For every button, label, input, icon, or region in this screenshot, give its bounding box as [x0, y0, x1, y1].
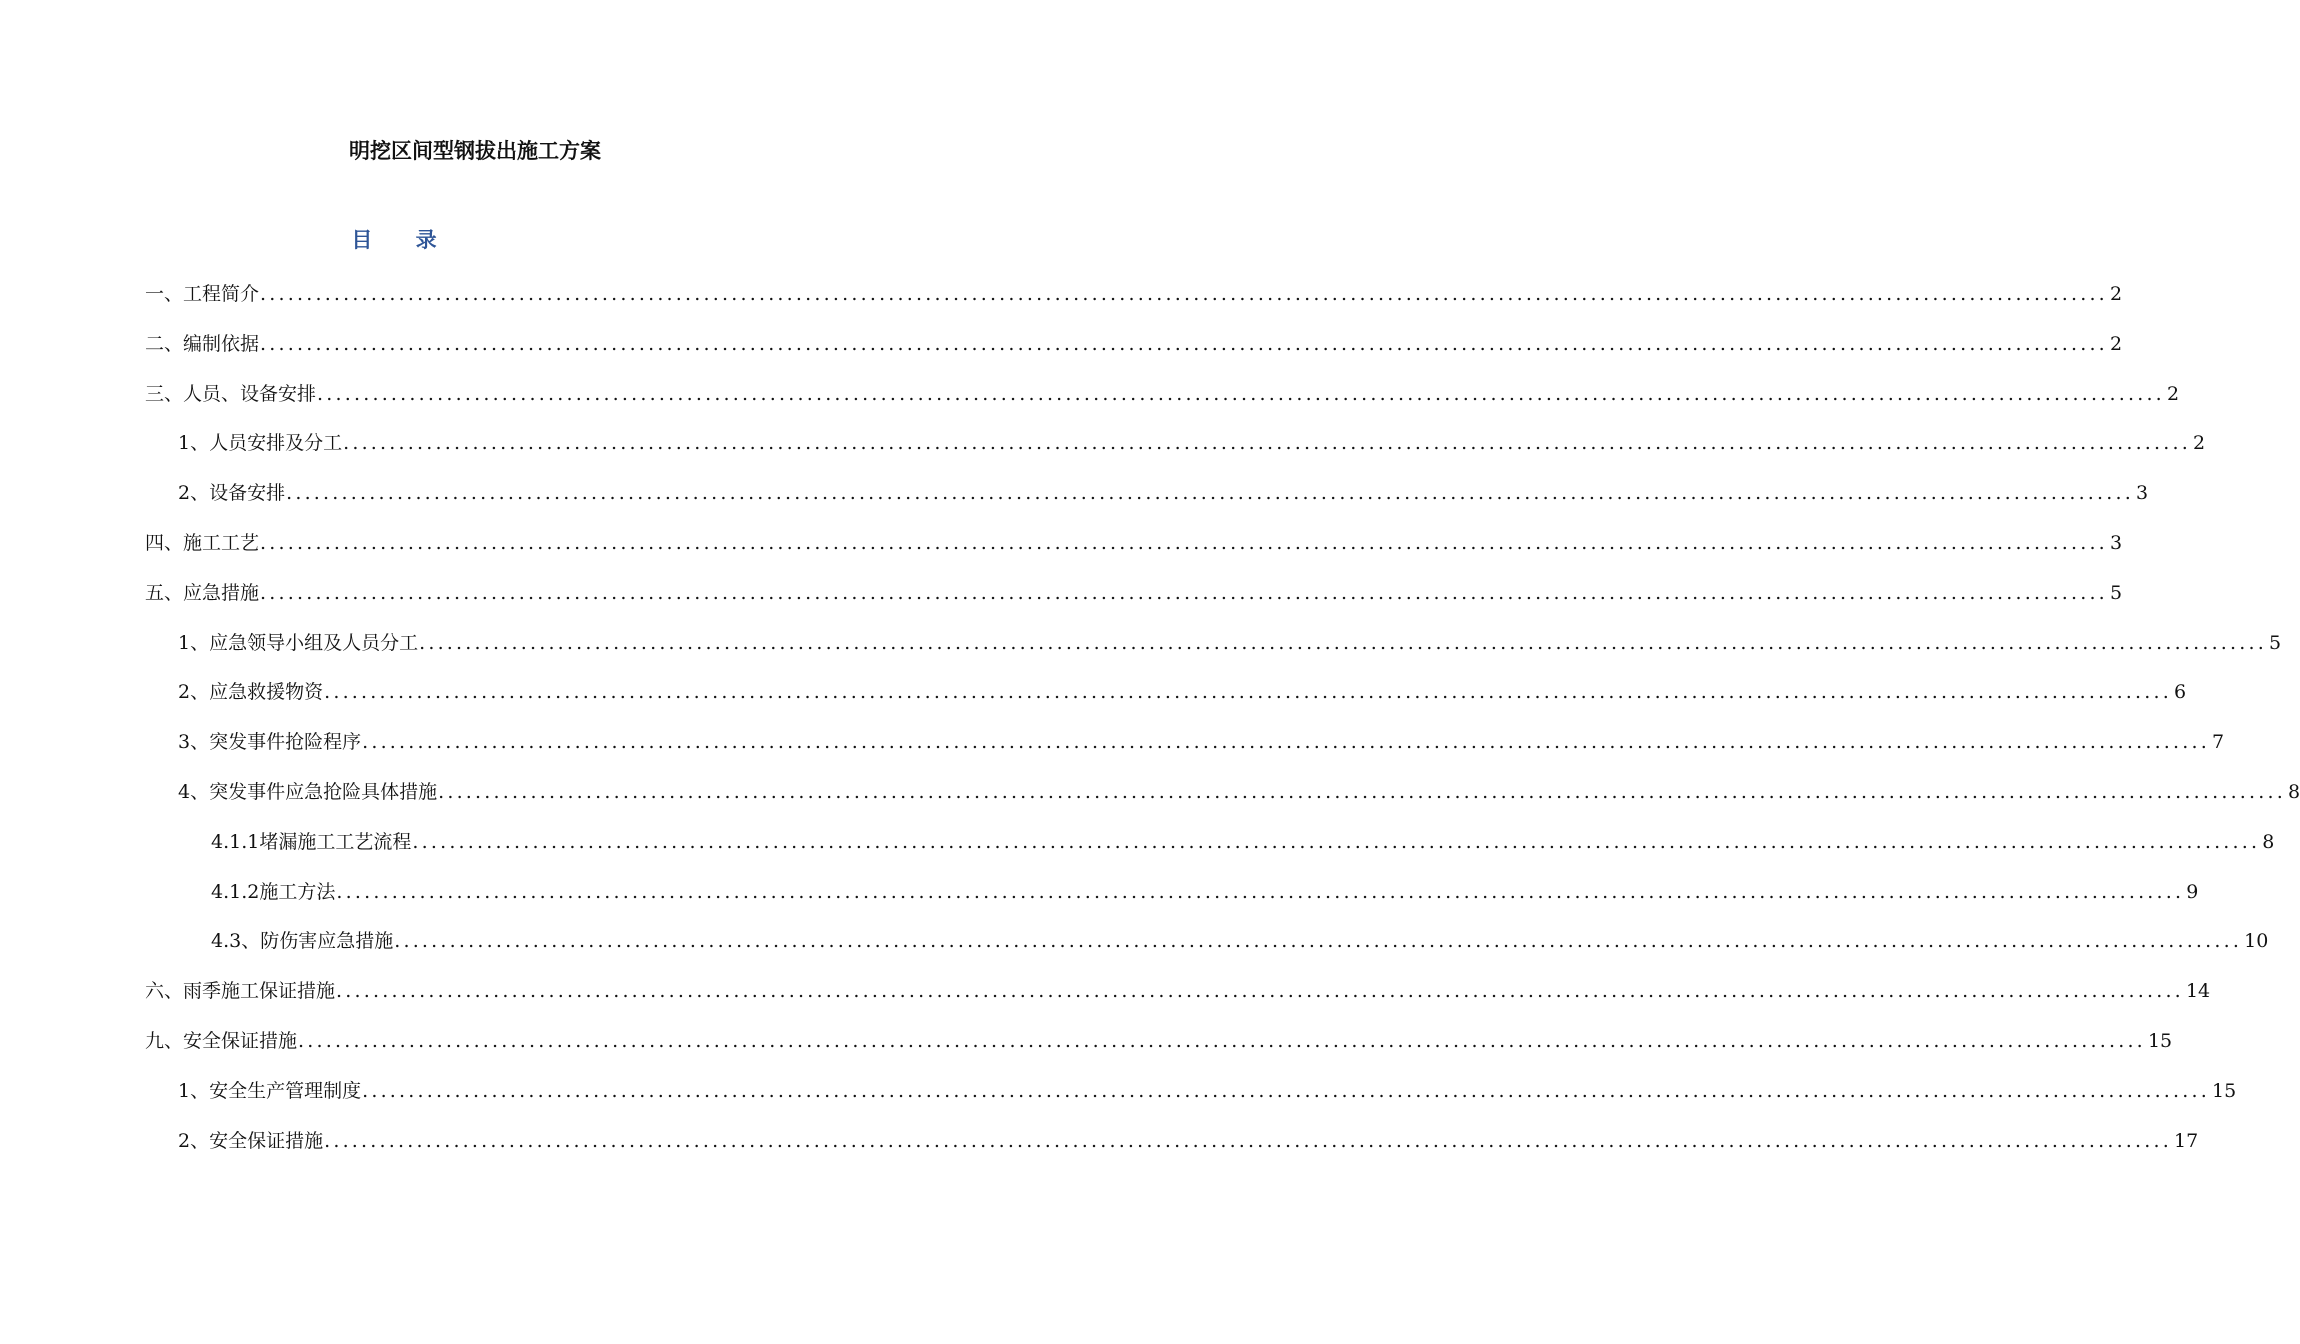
toc-entry-page-number: 5: [2109, 581, 2123, 604]
toc-entry-page-number: 10: [2244, 930, 2269, 953]
toc-entry[interactable]: [145, 874, 2199, 924]
toc-entry[interactable]: [145, 923, 2269, 973]
toc-entry[interactable]: [145, 625, 2282, 675]
toc-entry-page-number: 9: [2186, 880, 2199, 903]
toc-dot-leader: ........................................................................................................................................................................................................: [260, 332, 2108, 355]
toc-entry[interactable]: [145, 824, 2275, 874]
toc-entry[interactable]: [145, 1123, 2199, 1173]
toc-dot-leader: ........................................................................................................................................................................................................: [343, 432, 2192, 455]
toc-entry-label: 4、突发事件应急抢险具体措施: [178, 780, 438, 803]
toc-entry[interactable]: [145, 1023, 2173, 1073]
toc-entry[interactable]: [145, 525, 2123, 575]
toc-entry-page-number: 2: [2166, 382, 2180, 405]
toc-dot-leader: ........................................................................................................................................................................................................: [394, 930, 2243, 953]
toc-entry-label: 1、应急领导小组及人员分工: [178, 631, 419, 654]
toc-entry-page-number: 15: [2147, 1029, 2173, 1052]
toc-dot-leader: ........................................................................................................................................................................................................: [362, 731, 2211, 754]
toc-entry-page-number: 3: [2109, 531, 2123, 554]
toc-entry[interactable]: [145, 475, 2149, 525]
toc-entry-page-number: 2: [2109, 283, 2123, 305]
toc-entry-label: 4.1.1堵漏施工工艺流程: [211, 830, 412, 853]
toc-dot-leader: ........................................................................................................................................................................................................: [324, 1129, 2173, 1152]
toc-dot-leader: ........................................................................................................................................................................................................: [336, 880, 2185, 903]
toc-entry-label: 1、安全生产管理制度: [178, 1079, 362, 1102]
toc-entry-page-number: 8: [2288, 780, 2300, 803]
toc-entry-page-number: 8: [2262, 830, 2275, 853]
toc-entry-label: 一、工程简介: [145, 283, 260, 305]
toc-entry[interactable]: [145, 1073, 2237, 1123]
document-title: 明挖区间型钢拔出施工方案: [349, 138, 601, 163]
toc-entry-page-number: 2: [2193, 432, 2206, 455]
toc-entry-page-number: 6: [2174, 681, 2187, 704]
toc-entry-label: 4.3、防伤害应急措施: [211, 930, 394, 953]
toc-entry[interactable]: [145, 575, 2123, 625]
toc-dot-leader: ........................................................................................................................................................................................................: [438, 780, 2287, 803]
toc-dot-leader: ........................................................................................................................................................................................................: [336, 980, 2184, 1003]
toc-dot-leader: ........................................................................................................................................................................................................: [260, 531, 2108, 554]
toc-entry-label: 3、突发事件抢险程序: [178, 731, 362, 754]
toc-dot-leader: ........................................................................................................................................................................................................: [260, 581, 2108, 604]
toc-dot-leader: ........................................................................................................................................................................................................: [317, 382, 2165, 405]
toc-entry[interactable]: [145, 376, 2180, 426]
toc-entry-page-number: 2: [2109, 332, 2123, 355]
toc-entry-label: 六、雨季施工保证措施: [145, 980, 336, 1003]
toc-entry-label: 2、设备安排: [178, 482, 286, 505]
toc-entry-page-number: 5: [2269, 631, 2282, 654]
toc-entry-label: 1、人员安排及分工: [178, 432, 343, 455]
toc-entry-label: 四、施工工艺: [145, 531, 260, 554]
toc-entry[interactable]: [145, 326, 2123, 376]
toc-entry[interactable]: [145, 276, 2123, 326]
table-of-contents: [145, 276, 2300, 1172]
toc-entry-label: 2、安全保证措施: [178, 1129, 324, 1152]
toc-dot-leader: ........................................................................................................................................................................................................: [298, 1029, 2146, 1052]
toc-dot-leader: ........................................................................................................................................................................................................: [412, 830, 2261, 853]
toc-entry[interactable]: [145, 425, 2206, 475]
toc-entry[interactable]: [145, 724, 2225, 774]
toc-entry-label: 二、编制依据: [145, 332, 260, 355]
toc-entry-label: 三、人员、设备安排: [145, 382, 317, 405]
toc-dot-leader: ........................................................................................................................................................................................................: [260, 283, 2108, 305]
toc-entry-label: 五、应急措施: [145, 581, 260, 604]
toc-entry-label: 九、安全保证措施: [145, 1029, 298, 1052]
toc-dot-leader: ........................................................................................................................................................................................................: [324, 681, 2173, 704]
toc-dot-leader: ........................................................................................................................................................................................................: [362, 1079, 2211, 1102]
toc-entry-label: 4.1.2施工方法: [211, 880, 336, 903]
toc-entry-page-number: 7: [2212, 731, 2225, 754]
toc-dot-leader: ........................................................................................................................................................................................................: [419, 631, 2268, 654]
toc-entry[interactable]: [145, 774, 2300, 824]
toc-entry-page-number: 14: [2185, 980, 2211, 1003]
toc-entry-page-number: 17: [2174, 1129, 2199, 1152]
toc-heading: 目 录: [351, 227, 455, 252]
toc-dot-leader: ........................................................................................................................................................................................................: [286, 482, 2135, 505]
toc-entry[interactable]: [145, 674, 2187, 724]
toc-entry-label: 2、应急救援物资: [178, 681, 324, 704]
toc-entry-page-number: 15: [2212, 1079, 2237, 1102]
toc-entry[interactable]: [145, 973, 2211, 1023]
toc-entry-page-number: 3: [2136, 482, 2149, 505]
